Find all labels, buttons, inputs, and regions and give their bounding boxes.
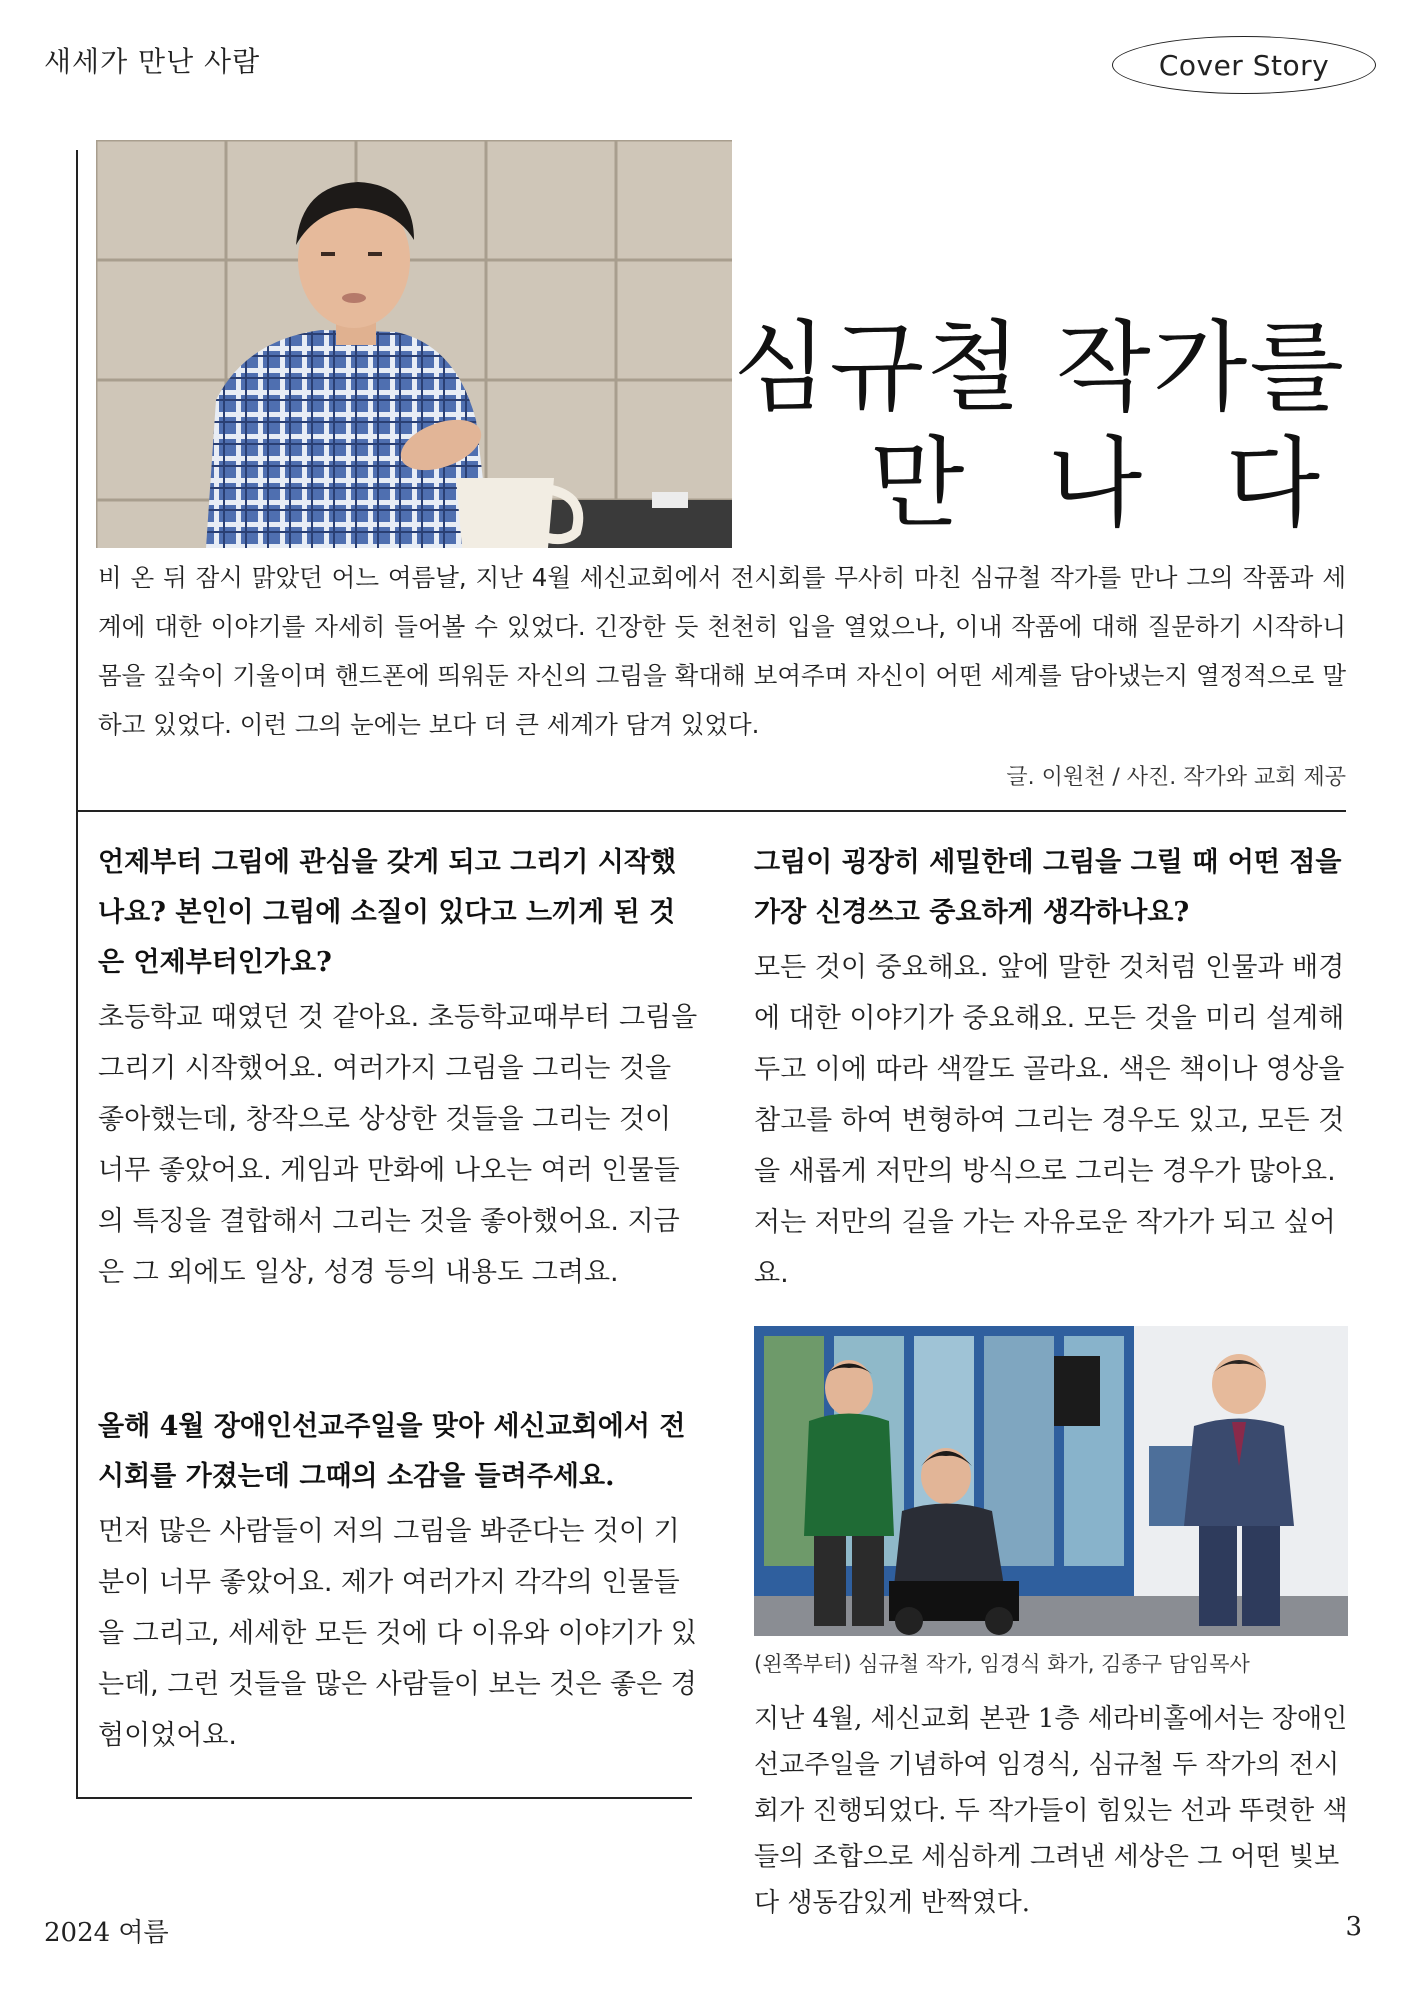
section-divider <box>76 810 1346 812</box>
interview-a1 <box>98 992 698 1298</box>
answer-text: 초등학교 때였던 것 같아요. 초등학교때부터 그림을 그리기 시작했어요. 여러가지 그림을 그리는 것을 좋아했는데, 창작으로 상상한 것들을 그리는 것이 너무 좋았어요. 게임과 만화에 나오는 여러 인물들의 특징을 결합해서 그리는 것을 좋아했어요. 지금은 그 외에도 일상, 성경 등의 내용도 그려요. <box>98 1002 698 1288</box>
answer-text: 모든 것이 중요해요. 앞에 말한 것처럼 인물과 배경에 대한 이야기가 중요해요. 모든 것을 미리 설계해두고 이에 따라 색깔도 골라요. 색은 책이나 영상을 참고를 하여 변형하여 그리는 경우도 있고, 모든 것을 새롭게 저만의 방식으로 그리는 경우가 많아요. 저는 저만의 길을 가는 자유로운 작가가 되고 싶어요. <box>754 952 1345 1289</box>
left-rule-bottom <box>76 812 78 1798</box>
issue-label: 2024 여름 <box>44 1918 169 1948</box>
title-line-2: 만 나 다 <box>869 427 1346 541</box>
byline-credit: 글. 이원천 / 사진. 작가와 교회 제공 <box>1006 765 1346 790</box>
interview-a2 <box>98 1506 698 1761</box>
question-text: 그림이 굉장히 세밀한데 그림을 그릴 때 어떤 점을 가장 신경쓰고 중요하게 생각하나요? <box>754 847 1342 928</box>
photo-caption: (왼쪽부터) 심규철 작가, 임경식 화가, 김종구 담임목사 <box>754 1652 1250 1676</box>
interview-q1 <box>98 838 698 988</box>
question-text: 올해 4월 장애인선교주일을 맞아 세신교회에서 전시회를 가졌는데 그때의 소감을 들려주세요. <box>98 1411 686 1492</box>
bottom-rule <box>76 1797 692 1799</box>
answer-text: 먼저 많은 사람들이 저의 그림을 봐준다는 것이 기분이 너무 좋았어요. 제가 여러가지 각각의 인물들을 그리고, 세세한 모든 것에 다 이유와 이야기가 있는데, 그런 것들을 많은 사람들이 보는 것은 좋은 경험이었어요. <box>98 1516 697 1751</box>
interview-q3 <box>754 838 1350 938</box>
title-line-1: 심규철 작가를 <box>732 311 1346 425</box>
lead-paragraph: 비 온 뒤 잠시 맑았던 어느 여름날, 지난 4월 세신교회에서 전시회를 무사히 마친 심규철 작가를 만나 그의 작품과 세계에 대한 이야기를 자세히 들어볼 수 있었다. 긴장한 듯 천천히 입을 열었으나, 이내 작품에 대해 질문하기 시작하니 몸을 깊숙이 기울이며 핸드폰에 띄워둔 자신의 그림을 확대해 보여주며 자신이 어떤 세계를 담아냈는지 열정적으로 말하고 있었다. 이런 그의 눈에는 보다 더 큰 세계가 담겨 있었다. <box>98 563 1346 739</box>
question-text: 언제부터 그림에 관심을 갖게 되고 그리기 시작했나요? 본인이 그림에 소질이 있다고 느끼게 된 것은 언제부터인가요? <box>98 847 677 978</box>
section-label: 새세가 만난 사람 <box>44 45 261 78</box>
cover-story-badge <box>1112 36 1376 94</box>
feature-title <box>733 310 1346 542</box>
interview-q2 <box>98 1402 698 1502</box>
left-rule-top <box>76 150 78 810</box>
cover-story-label: Cover Story <box>1158 48 1330 82</box>
page-number: 3 <box>1345 1912 1362 1942</box>
artist-portrait-photo <box>96 140 732 548</box>
photo-description: 지난 4월, 세신교회 본관 1층 세라비홀에서는 장애인선교주일을 기념하여 임경식, 심규철 두 작가의 전시회가 진행되었다. 두 작가들이 힘있는 선과 뚜렷한 색들의 조합으로 세심하게 그려낸 세상은 그 어떤 빛보다 생동감있게 반짝였다. <box>754 1704 1348 1918</box>
exhibition-photo <box>754 1326 1348 1636</box>
interview-a3 <box>754 942 1350 1299</box>
